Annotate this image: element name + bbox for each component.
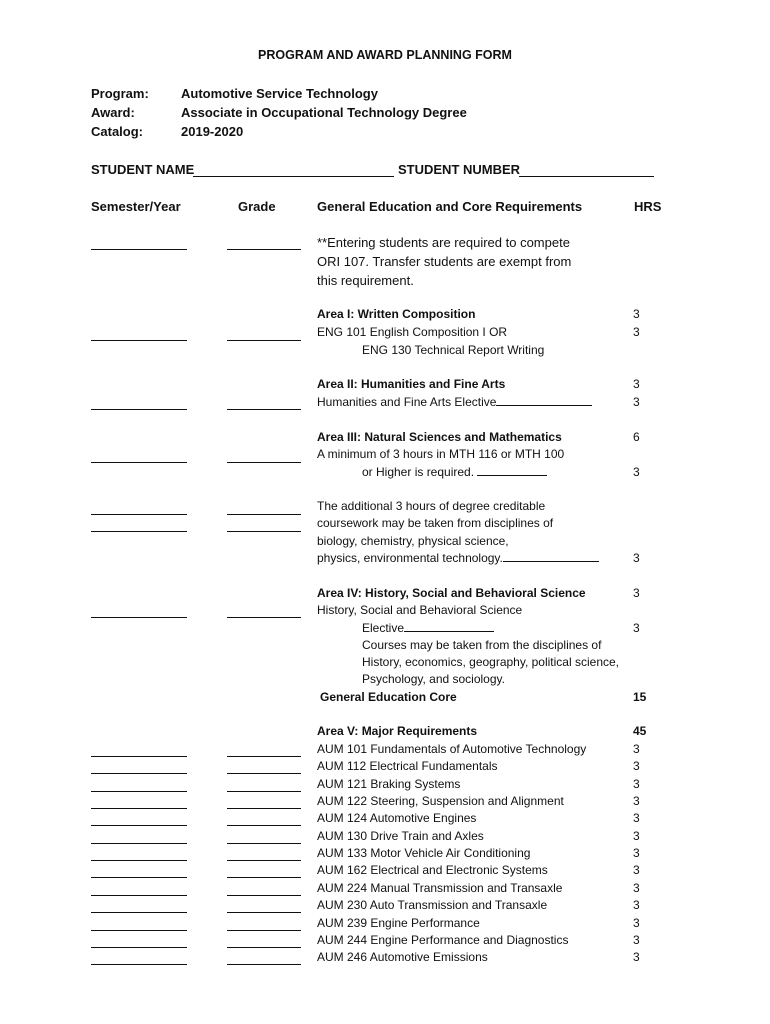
semester-blank[interactable] [91,930,187,931]
area3-add-blank[interactable] [503,551,599,562]
form-title: PROGRAM AND AWARD PLANNING FORM [258,48,512,62]
major-course-hrs: 3 [633,916,640,930]
grade-blank[interactable] [227,964,301,965]
area4-line3: Courses may be taken from the disciplines of [362,638,602,652]
semester-blank[interactable] [91,791,187,792]
grade-blank[interactable] [227,808,301,809]
student-number-label: STUDENT NUMBER [398,162,521,177]
area4-line4: History, economics, geography, political science, [362,655,620,669]
award-label: Award: [91,105,135,120]
area2-elective-hrs: 3 [633,395,640,409]
major-course-name: AUM 101 Fundamentals of Automotive Technology [317,742,587,756]
area3-add4-label: physics, environmental technology. [317,551,503,565]
grade-blank[interactable] [227,860,301,861]
major-course-hrs: 3 [633,881,640,895]
area3-line2-label: or Higher is required. [362,465,475,479]
requirements-header: General Education and Core Requirements [317,199,583,214]
major-course-name: AUM 133 Motor Vehicle Air Conditioning [317,846,531,860]
grade-blank[interactable] [227,531,301,532]
area4-elective-label: Elective [362,621,405,635]
grade-blank[interactable] [227,773,301,774]
area4-title: Area IV: History, Social and Behavioral Science [317,586,586,600]
major-course-name: AUM 244 Engine Performance and Diagnostics [317,933,569,947]
area4-line5: Psychology, and sociology. [362,672,505,686]
student-number-field[interactable] [519,176,654,177]
major-course-name: AUM 162 Electrical and Electronic Systems [317,863,548,877]
area1-course-hrs: 3 [633,325,640,339]
area2-hrs: 3 [633,377,640,391]
area4-elective [362,621,494,635]
major-course-name: AUM 230 Auto Transmission and Transaxle [317,898,548,912]
award-value: Associate in Occupational Technology Degree [181,105,467,120]
major-course-hrs: 3 [633,777,640,791]
major-course-hrs: 3 [633,811,640,825]
major-course-name: AUM 124 Automotive Engines [317,811,477,825]
semester-blank[interactable] [91,340,187,341]
semester-blank[interactable] [91,860,187,861]
area4-elective-hrs: 3 [633,621,640,635]
grade-blank[interactable] [227,895,301,896]
semester-blank[interactable] [91,514,187,515]
grade-blank[interactable] [227,912,301,913]
area3-title: Area III: Natural Sciences and Mathematics [317,430,562,444]
area2-title: Area II: Humanities and Fine Arts [317,377,506,391]
semester-blank[interactable] [91,895,187,896]
semester-blank[interactable] [91,531,187,532]
major-course-hrs: 3 [633,933,640,947]
semester-header: Semester/Year [91,199,181,214]
semester-blank[interactable] [91,409,187,410]
major-course-hrs: 3 [633,829,640,843]
semester-blank[interactable] [91,964,187,965]
gen-ed-core-hrs: 15 [633,690,647,704]
area3-add3: biology, chemistry, physical science, [317,534,509,548]
hrs-header: HRS [634,199,662,214]
area4-hrs: 3 [633,586,640,600]
major-course-hrs: 3 [633,863,640,877]
grade-blank[interactable] [227,843,301,844]
area3-line2 [362,465,547,479]
ori-note: **Entering students are required to compete ORI 107. Transfer students are exempt from this requirement. [317,235,572,288]
semester-blank[interactable] [91,617,187,618]
semester-blank[interactable] [91,843,187,844]
area2-elective-blank[interactable] [496,395,592,406]
area3-line2-hrs: 3 [633,465,640,479]
semester-blank[interactable] [91,947,187,948]
semester-blank[interactable] [91,249,187,250]
grade-blank[interactable] [227,930,301,931]
program-value: Automotive Service Technology [181,86,378,101]
grade-blank[interactable] [227,756,301,757]
major-course-hrs: 3 [633,846,640,860]
area3-add-hrs: 3 [633,551,640,565]
grade-blank[interactable] [227,825,301,826]
program-label: Program: [91,86,149,101]
grade-header: Grade [238,199,276,214]
semester-blank[interactable] [91,912,187,913]
area1-hrs: 3 [633,307,640,321]
grade-blank[interactable] [227,409,301,410]
catalog-label: Catalog: [91,124,143,139]
major-course-hrs: 3 [633,794,640,808]
semester-blank[interactable] [91,877,187,878]
major-course-name: AUM 130 Drive Train and Axles [317,829,484,843]
grade-blank[interactable] [227,617,301,618]
major-course-name: AUM 121 Braking Systems [317,777,461,791]
major-course-name: AUM 224 Manual Transmission and Transaxle [317,881,563,895]
catalog-value: 2019-2020 [181,124,244,139]
gen-ed-core-label: General Education Core [320,690,457,704]
grade-blank[interactable] [227,791,301,792]
semester-blank[interactable] [91,825,187,826]
major-course-name: AUM 112 Electrical Fundamentals [317,759,498,773]
major-course-name: AUM 122 Steering, Suspension and Alignment [317,794,564,808]
area5-hrs: 45 [633,724,647,738]
area1-alt-course: ENG 130 Technical Report Writing [362,343,545,357]
area3-line1: A minimum of 3 hours in MTH 116 or MTH 100 [317,447,565,461]
area3-add1: The additional 3 hours of degree creditable [317,499,546,513]
semester-blank[interactable] [91,756,187,757]
area2-elective-label: Humanities and Fine Arts Elective [317,395,497,409]
area4-elective-blank[interactable] [404,621,494,632]
student-name-field[interactable] [193,176,394,177]
grade-blank[interactable] [227,514,301,515]
grade-blank[interactable] [227,249,301,250]
semester-blank[interactable] [91,773,187,774]
area5-title: Area V: Major Requirements [317,724,478,738]
grade-blank[interactable] [227,340,301,341]
area3-add2: coursework may be taken from disciplines of [317,516,554,530]
major-course-hrs: 3 [633,742,640,756]
grade-blank[interactable] [227,947,301,948]
student-name-label: STUDENT NAME [91,162,195,177]
grade-blank[interactable] [227,877,301,878]
grade-blank[interactable] [227,462,301,463]
major-course-name: AUM 246 Automotive Emissions [317,950,488,964]
area4-line1: History, Social and Behavioral Science [317,603,523,617]
major-course-hrs: 3 [633,950,640,964]
major-course-hrs: 3 [633,759,640,773]
area1-title: Area I: Written Composition [317,307,476,321]
semester-blank[interactable] [91,462,187,463]
major-course-hrs: 3 [633,898,640,912]
area3-add4 [317,551,599,565]
area3-math-blank[interactable] [477,465,547,476]
semester-blank[interactable] [91,808,187,809]
area3-hrs: 6 [633,430,640,444]
area1-course: ENG 101 English Composition I OR [317,325,508,339]
area2-elective [317,395,592,409]
major-course-name: AUM 239 Engine Performance [317,916,480,930]
